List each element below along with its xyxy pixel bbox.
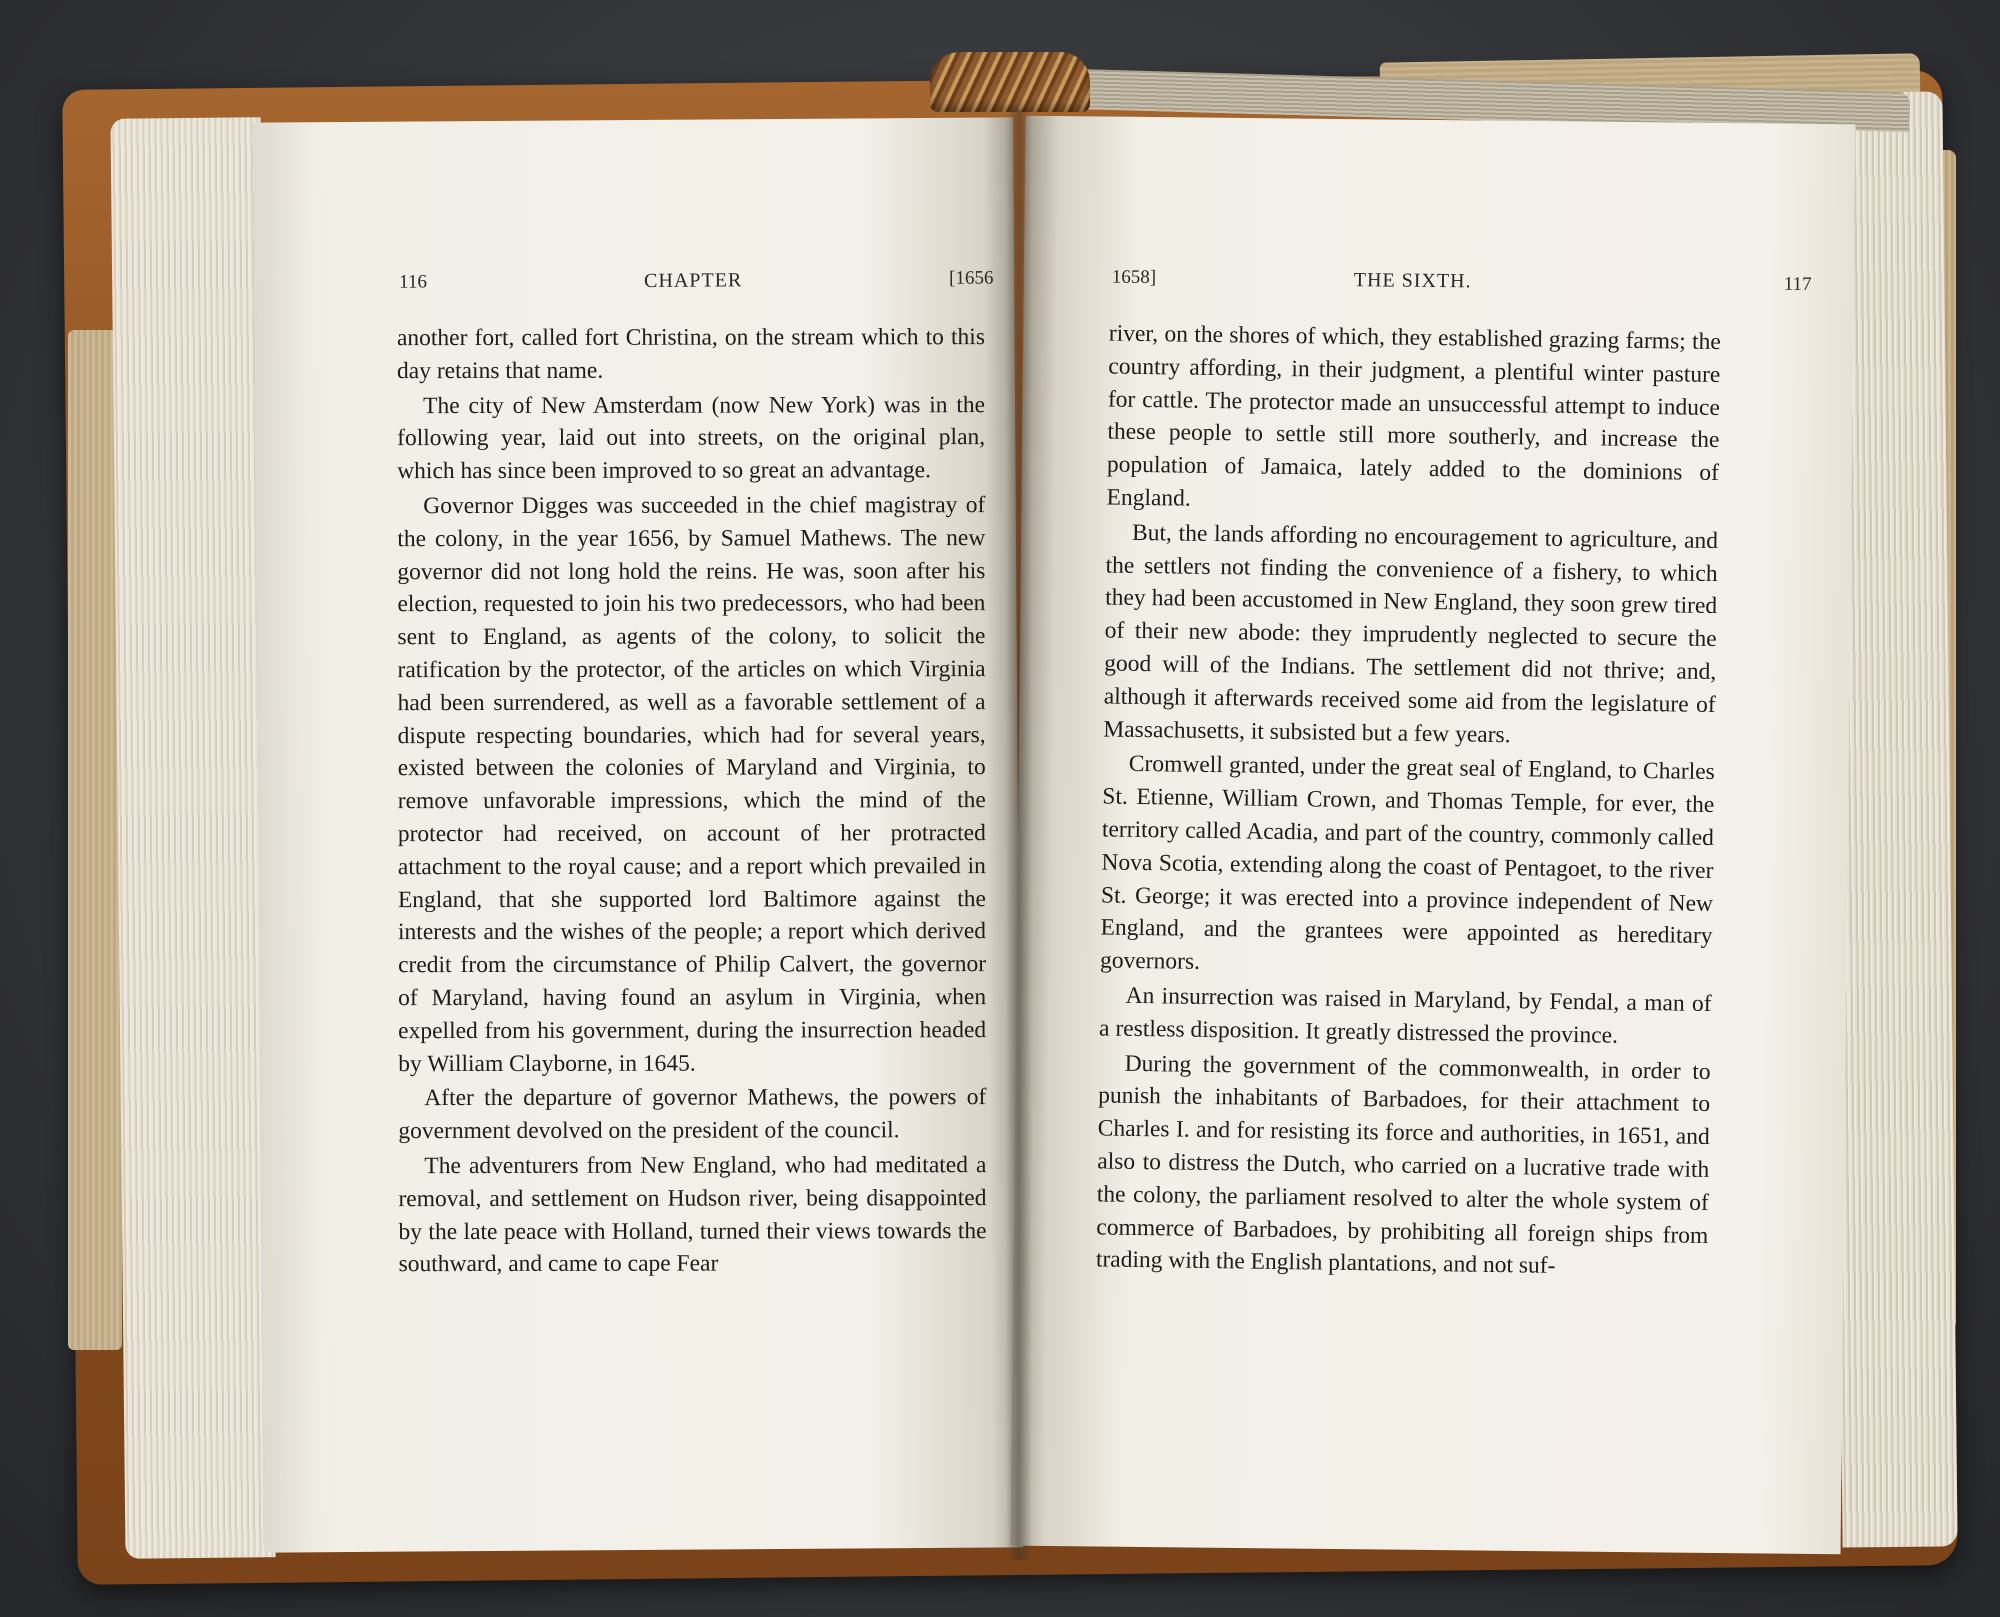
right-body-text bbox=[1096, 318, 1721, 1288]
paragraph: another fort, called fort Christina, on the stream which to this day retains that name. bbox=[396, 324, 985, 384]
left-body-text bbox=[397, 321, 987, 1283]
right-running-head bbox=[1024, 266, 1854, 305]
right-page bbox=[1011, 116, 1856, 1555]
right-year-marker: 1658] bbox=[1111, 266, 1157, 289]
left-page-number: 116 bbox=[399, 271, 428, 293]
page-edges-left bbox=[110, 117, 275, 1558]
right-page-number: 117 bbox=[1783, 273, 1812, 295]
paragraph: But, the lands affording no encouragement to agriculture, and the settlers not finding the convenience of a fishery, to which they had been accustomed in New England, they soon grew tired of their new abode: they imprudently neglected to secure the good will of the Indians. The settlement did not thrive; and, although it afterwards received some aid from the legislature of Massachusetts, it subsisted but a few years. bbox=[1103, 519, 1719, 748]
paragraph: Cromwell granted, under the great seal of England, to Charles St. Etienne, William Crown, and Thomas Temple, for ever, the territory called Acadia, and part of the country, commonly called Nova Scotia, extending along the coast of Pentagoet, to the river St. George; it was erected into a province independent of New England, and the grantees were appointed as hereditary governors. bbox=[1099, 751, 1715, 975]
paragraph: river, on the shores of which, they established grazing farms; the country affording, in their judgment, a plentiful winter pasture for cattle. The protector made an unsuccessful attempt to induce these people to settle still more southerly, and increase the population of Jamaica, lately added to the dominions of England. bbox=[1106, 320, 1721, 512]
book-gutter bbox=[1006, 110, 1032, 1560]
headband bbox=[930, 52, 1090, 112]
right-running-title: THE SIXTH. bbox=[1353, 269, 1472, 293]
left-page bbox=[253, 117, 1023, 1552]
left-running-title: CHAPTER bbox=[644, 269, 743, 292]
paragraph: An insurrection was raised in Maryland, by Fendal, a man of a restless disposition. It greatly distressed the province. bbox=[1098, 982, 1712, 1049]
left-year-marker: [1656 bbox=[949, 267, 994, 289]
paragraph: The adventurers from New England, who had meditated a removal, and settlement on Hudson river, being disappointed by the late peace with Holland, turned their views towards the southward, and came to cape Fear bbox=[398, 1152, 987, 1278]
paragraph: After the departure of governor Mathews, the powers of government devolved on the president of the council. bbox=[398, 1084, 987, 1145]
paragraph: The city of New Amsterdam (now New York) was in the following year, laid out into streets, on the original plan, which has since been improved to so great an advantage. bbox=[397, 391, 986, 485]
paragraph: During the government of the commonwealth, in order to punish the inhabitants of Barbadoes, for their attachment to Charles I. and for resisting its force and authorities, in 1651, and also to distress the Dutch, who carried on a lucrative trade with the colony, the parliament resolved to alter the whole system of commerce of Barbadoes, by prohibiting all foreign ships from trading with the English plantations, and not suf- bbox=[1095, 1050, 1711, 1280]
paragraph: Governor Digges was succeeded in the chief magistray of the colony, in the year 1656, by Samuel Mathews. The new governor did not long hold the reins. He was, soon after his election, requested to join his two predecessors, who had been sent to England, as agents of the colony, to solicit the ratification by the protector, of the articles on which Virginia had been surrendered, as well as a favorable settlement of a dispute respecting boundaries, which had for several years, existed between the colonies of Maryland and Virginia, to remove unfavorable impressions, which the mind of the protector had received, on account of her protracted attachment to the royal cause; and a report which prevailed in England, that she supported lord Baltimore against the interests and the wishes of the people; a report which derived credit from the circumstance of Philip Calvert, the governor of Maryland, having found an asylum in Virginia, when expelled from his government, during the insurrection headed by William Clayborne, in 1645. bbox=[397, 492, 987, 1077]
left-running-head bbox=[254, 267, 1014, 302]
